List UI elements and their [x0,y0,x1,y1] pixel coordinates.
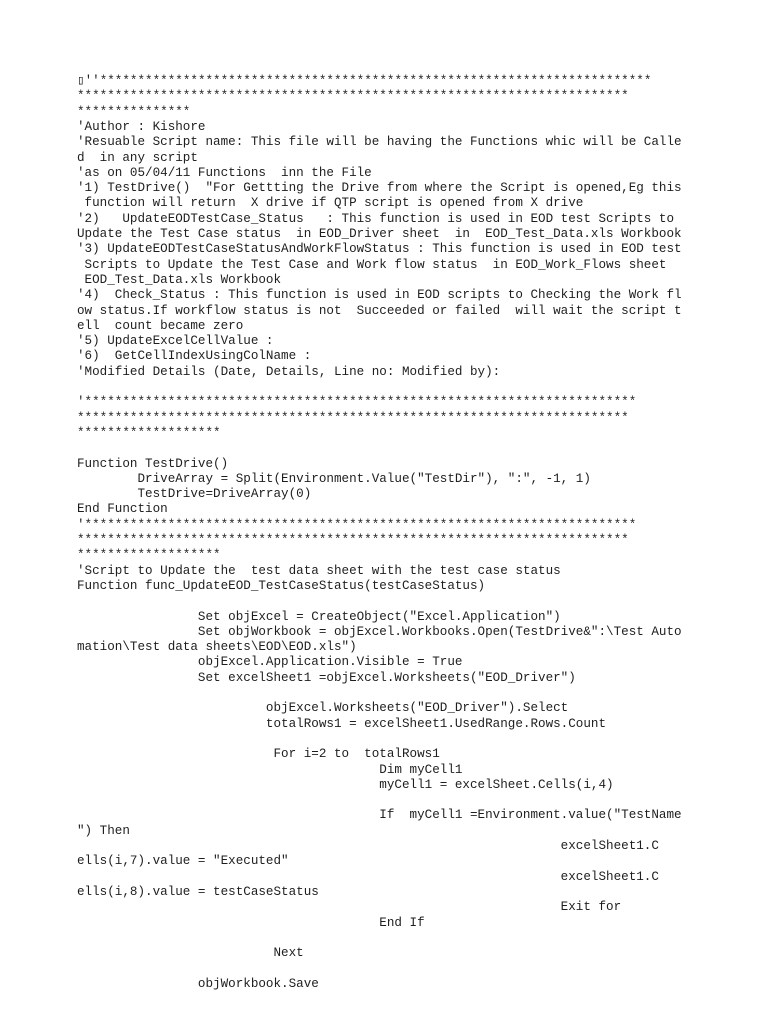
code-line: '2) UpdateEODTestCase_Status : This function is used in EOD test Scripts to [77,211,675,226]
code-line: '4) Check_Status : This function is used in EOD scripts to Checking the Work fl [77,288,682,303]
code-line: excelSheet1.C [77,869,659,884]
code-line: d in any script [77,150,198,165]
code-line: ") Then [77,823,130,838]
code-line: ************************************************************************* [77,410,629,425]
code-line: Set objWorkbook = objExcel.Workbooks.Open(TestDrive&":\Test Auto [77,624,682,639]
code-line: Set objExcel = CreateObject("Excel.Application") [77,609,561,624]
code-line: Next [77,946,304,961]
code-line: myCell1 = excelSheet.Cells(i,4) [77,777,614,792]
code-line: EOD_Test_Data.xls Workbook [77,272,282,287]
code-line: ************************************************************************* [77,89,629,104]
code-line: '5) UpdateExcelCellValue : [77,334,274,349]
code-line: '6) GetCellIndexUsingColName : [77,349,312,364]
code-line: Function TestDrive() [77,456,229,471]
code-line: 'Modified Details (Date, Details, Line no: Modified by): [77,364,501,379]
code-line: ow status.If workflow status is not Succeeded or failed will wait the script t [77,303,682,318]
code-line: mation\Test data sheets\EOD\EOD.xls") [77,640,357,655]
code-line: excelSheet1.C [77,839,659,853]
code-line: 'Script to Update the test data sheet with the test case status [77,563,561,578]
code-line: End If [77,915,425,930]
code-line: TestDrive=DriveArray(0) [77,487,312,502]
code-line: objWorkbook.Save [77,976,319,991]
code-line: ************************************************************************* [77,533,629,547]
code-line: '3) UpdateEODTestCaseStatusAndWorkFlowStatus : This function is used in EOD test [77,242,682,257]
code-line: Update the Test Case status in EOD_Driver sheet in EOD_Test_Data.xls Workbook [77,227,682,241]
code-line: ell count became zero [77,318,244,333]
code-line: objExcel.Worksheets("EOD_Driver").Select [77,701,569,716]
code-line: '************************************************************************* [77,395,637,410]
code-line: Scripts to Update the Test Case and Work flow status in EOD_Work_Flows sheet [77,257,667,272]
code-line: ells(i,8).value = testCaseStatus [77,884,319,899]
code-line: For i=2 to totalRows1 [77,747,440,762]
code-line: Exit for [77,900,622,915]
code-line: 'as on 05/04/11 Functions inn the File [77,165,372,180]
code-line: 'Author : Kishore [77,119,206,134]
code-line: totalRows1 = excelSheet1.UsedRange.Rows.Count [77,716,607,731]
code-line: *************** [77,104,191,119]
code-line: objExcel.Application.Visible = True [77,655,463,670]
code-line: ▯''************************************************************************* [77,74,652,88]
code-line: End Function [77,502,168,517]
code-line: Function func_UpdateEOD_TestCaseStatus(testCaseStatus) [77,578,486,593]
code-line: Set excelSheet1 =objExcel.Worksheets("EOD_Driver") [77,670,576,685]
code-line: '1) TestDrive() "For Gettting the Drive from where the Script is opened,Eg this [77,181,682,196]
code-line: ******************* [77,425,221,440]
code-line: DriveArray = Split(Environment.Value("TestDir"), ":", -1, 1) [77,471,591,486]
code-line: ******************* [77,548,221,563]
code-line: '************************************************************************* [77,517,637,532]
code-line: If myCell1 =Environment.value("TestName [77,808,682,823]
code-line: Dim myCell1 [77,762,463,777]
code-line: function will return X drive if QTP script is opened from X drive [77,196,584,211]
code-line: 'Resuable Script name: This file will be having the Functions whic will be Calle [77,135,682,150]
code-line: ells(i,7).value = "Executed" [77,854,289,869]
